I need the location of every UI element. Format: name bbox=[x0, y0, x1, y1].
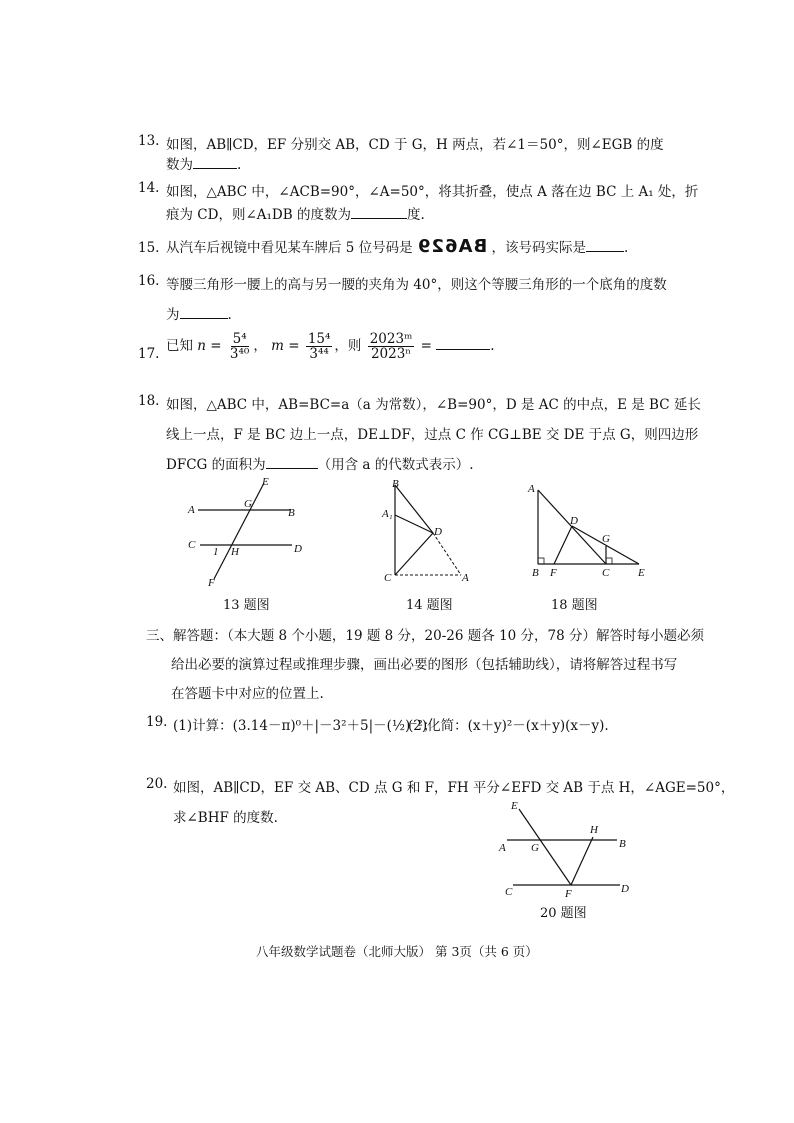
label-h: H bbox=[590, 824, 598, 836]
q18-text-line2: 线上一点，F 是 BC 边上一点，DE⊥DF，过点 C 作 CG⊥BE 交 DE 于点 G，则四边形 bbox=[166, 427, 699, 443]
label-angle-1: 1 bbox=[213, 546, 219, 558]
label-a1: A₁ bbox=[382, 508, 393, 520]
label-c: C bbox=[188, 539, 196, 551]
q18-number: 18. bbox=[138, 393, 160, 409]
label-c: C bbox=[602, 567, 610, 579]
label-d: D bbox=[570, 515, 578, 527]
q20-text-line2: 求∠BHF 的度数. bbox=[173, 810, 278, 826]
q16-text-line2 bbox=[166, 303, 232, 323]
q18-text-prefix: DFCG 的面积为 bbox=[166, 457, 266, 473]
line-cd bbox=[395, 533, 433, 575]
label-h: H bbox=[231, 546, 239, 558]
q13-text-prefix: 数为 bbox=[166, 157, 193, 173]
label-g: G bbox=[602, 533, 610, 545]
q14-text-suffix: 度. bbox=[406, 207, 425, 223]
label-e: E bbox=[262, 476, 269, 488]
label-b: B bbox=[532, 567, 539, 579]
q17-expr-denominator: 2023ⁿ bbox=[370, 346, 412, 363]
q15-text-b: ，该号码实际是 bbox=[491, 240, 586, 256]
q16-answer-blank[interactable] bbox=[180, 306, 228, 319]
label-a: A bbox=[528, 483, 535, 495]
q17-end: . bbox=[490, 338, 495, 355]
line-fh bbox=[571, 837, 593, 885]
q17-m-denominator: 3⁴⁴ bbox=[309, 346, 329, 363]
q19-number: 19. bbox=[146, 714, 168, 730]
q18-text-line1: 如图，△ABC 中，AB=BC=a（a 为常数），∠B=90°，D 是 AC 的中点，E 是 BC 延长 bbox=[166, 397, 701, 413]
label-c: C bbox=[505, 886, 513, 898]
q13-text-suffix: . bbox=[237, 157, 242, 173]
q14-number: 14. bbox=[138, 180, 160, 196]
q14-answer-blank[interactable] bbox=[351, 206, 407, 219]
q18-answer-blank[interactable] bbox=[266, 456, 318, 469]
q17-number: 17. bbox=[138, 346, 160, 362]
label-d: D bbox=[294, 543, 302, 555]
section-3-instructions-line2: 给出必要的演算过程或推理步骤，画出必要的图形（包括辅助线），请将解答过程书写 bbox=[171, 657, 678, 673]
section-3-instructions-line1: 三、解答题：（本大题 8 个小题，19 题 8 分，20-26 题各 10 分，78 分）解答时每小题必须 bbox=[146, 628, 705, 644]
q19-part1: (1)计算：(3.14－π)⁰＋|－3²＋5|－(½)⁻²； bbox=[173, 718, 437, 734]
q17-expr-numerator: 2023ᵐ bbox=[369, 331, 413, 347]
label-b: B bbox=[392, 478, 399, 490]
label-f: F bbox=[550, 567, 557, 579]
q14-text-line2 bbox=[166, 203, 425, 223]
q17-pre: 已知 bbox=[166, 338, 193, 355]
label-g: G bbox=[244, 498, 252, 510]
section-3-instructions-line3: 在答题卡中对应的位置上. bbox=[171, 686, 324, 702]
label-d: D bbox=[621, 883, 629, 895]
q20-number: 20. bbox=[146, 776, 168, 792]
label-b: B bbox=[288, 507, 295, 519]
label-b: B bbox=[619, 838, 626, 850]
line-ef bbox=[214, 483, 264, 579]
figure-20-diagram bbox=[495, 795, 640, 905]
label-f: F bbox=[208, 577, 215, 589]
q16-number: 16. bbox=[138, 273, 160, 289]
q17-m-numerator: 15⁴ bbox=[307, 331, 331, 347]
figure-13-caption: 13 题图 bbox=[223, 598, 270, 613]
q17-n-numerator: 5⁴ bbox=[232, 331, 247, 347]
label-g: G bbox=[531, 842, 539, 854]
q13-number: 13. bbox=[138, 133, 160, 149]
right-angle-mark-b bbox=[538, 558, 544, 564]
q17-m-fraction bbox=[306, 332, 333, 361]
q15-number: 15. bbox=[138, 240, 160, 256]
label-a: A bbox=[462, 572, 469, 584]
figure-18-caption: 18 题图 bbox=[551, 598, 598, 613]
line-bd bbox=[395, 485, 433, 533]
label-f: F bbox=[565, 888, 572, 900]
line-a1d bbox=[395, 515, 433, 533]
license-plate-mirrored: BA629 bbox=[416, 236, 488, 257]
q17-answer-blank[interactable] bbox=[436, 337, 490, 350]
q13-text-line1: 如图，AB∥CD，EF 分别交 AB，CD 于 G，H 两点，若∠1＝50°，则∠EGB 的度 bbox=[166, 137, 664, 153]
line-ef bbox=[519, 809, 571, 885]
q17-text: 已知 n = $\frac{\text{5⁴}}{\text{3⁴⁰}}$ ， m = $\frac{\text{15⁴}}{\text{3⁴⁴}}$ ，则 $\frac{\text{2023ᵐ}}{\text{2023ⁿ}}$ = . bbox=[166, 331, 495, 363]
q16-text-line1: 等腰三角形一腰上的高与另一腰的夹角为 40°，则这个等腰三角形的一个底角的度数 bbox=[166, 277, 667, 293]
q17-n-fraction bbox=[228, 332, 251, 361]
q18-text-line3 bbox=[166, 453, 474, 473]
line-df bbox=[554, 526, 572, 564]
label-e: E bbox=[638, 567, 645, 579]
figure-14-diagram bbox=[378, 475, 478, 590]
label-a: A bbox=[499, 842, 506, 854]
figure-14-caption: 14 题图 bbox=[406, 598, 453, 613]
q17-n-denominator: 3⁴⁰ bbox=[229, 346, 250, 363]
q16-text-suffix: . bbox=[227, 307, 232, 323]
q15-text-a: 从汽车后视镜中看见某车牌后 5 位号码是 bbox=[166, 240, 413, 256]
q17-then: ，则 bbox=[334, 338, 362, 355]
label-c: C bbox=[384, 572, 392, 584]
figure-20-caption: 20 题图 bbox=[540, 906, 587, 921]
q19-part2: (2)化简：(x＋y)²－(x＋y)(x－y). bbox=[408, 718, 609, 734]
q14-text-prefix: 痕为 CD，则∠A₁DB 的度数为 bbox=[166, 207, 351, 223]
figure-13-diagram bbox=[180, 475, 320, 590]
q13-text-line2 bbox=[166, 153, 241, 173]
q13-answer-blank[interactable] bbox=[193, 156, 237, 169]
dashed-line-da bbox=[433, 533, 461, 575]
q14-text-line1: 如图，△ABC 中，∠ACB=90°，∠A=50°，将其折叠，使点 A 落在边 BC 上 A₁ 处，折 bbox=[166, 184, 699, 200]
q17-expr-fraction bbox=[368, 332, 415, 361]
right-angle-mark-c bbox=[606, 558, 612, 564]
q17-equals: = bbox=[420, 338, 432, 355]
q15-text-c: . bbox=[624, 240, 629, 256]
q17-m-label: m = bbox=[271, 338, 300, 355]
label-e: E bbox=[511, 800, 518, 812]
page-footer: 八年级数学试题卷（北师大版） 第 3页（共 6 页） bbox=[256, 944, 538, 959]
q15-text bbox=[166, 236, 628, 257]
q15-answer-blank[interactable] bbox=[586, 239, 624, 252]
label-a: A bbox=[188, 504, 195, 516]
q17-n-label: n = bbox=[197, 338, 222, 355]
q20-text-line1: 如图，AB∥CD，EF 交 AB、CD 点 G 和 F，FH 平分∠EFD 交 AB 于点 H，∠AGE=50°， bbox=[173, 780, 735, 796]
figure-18-diagram bbox=[522, 478, 657, 583]
q16-text-prefix: 为 bbox=[166, 307, 180, 323]
label-d: D bbox=[434, 526, 442, 538]
q18-text-suffix: （用含 a 的代数式表示）. bbox=[317, 457, 474, 473]
